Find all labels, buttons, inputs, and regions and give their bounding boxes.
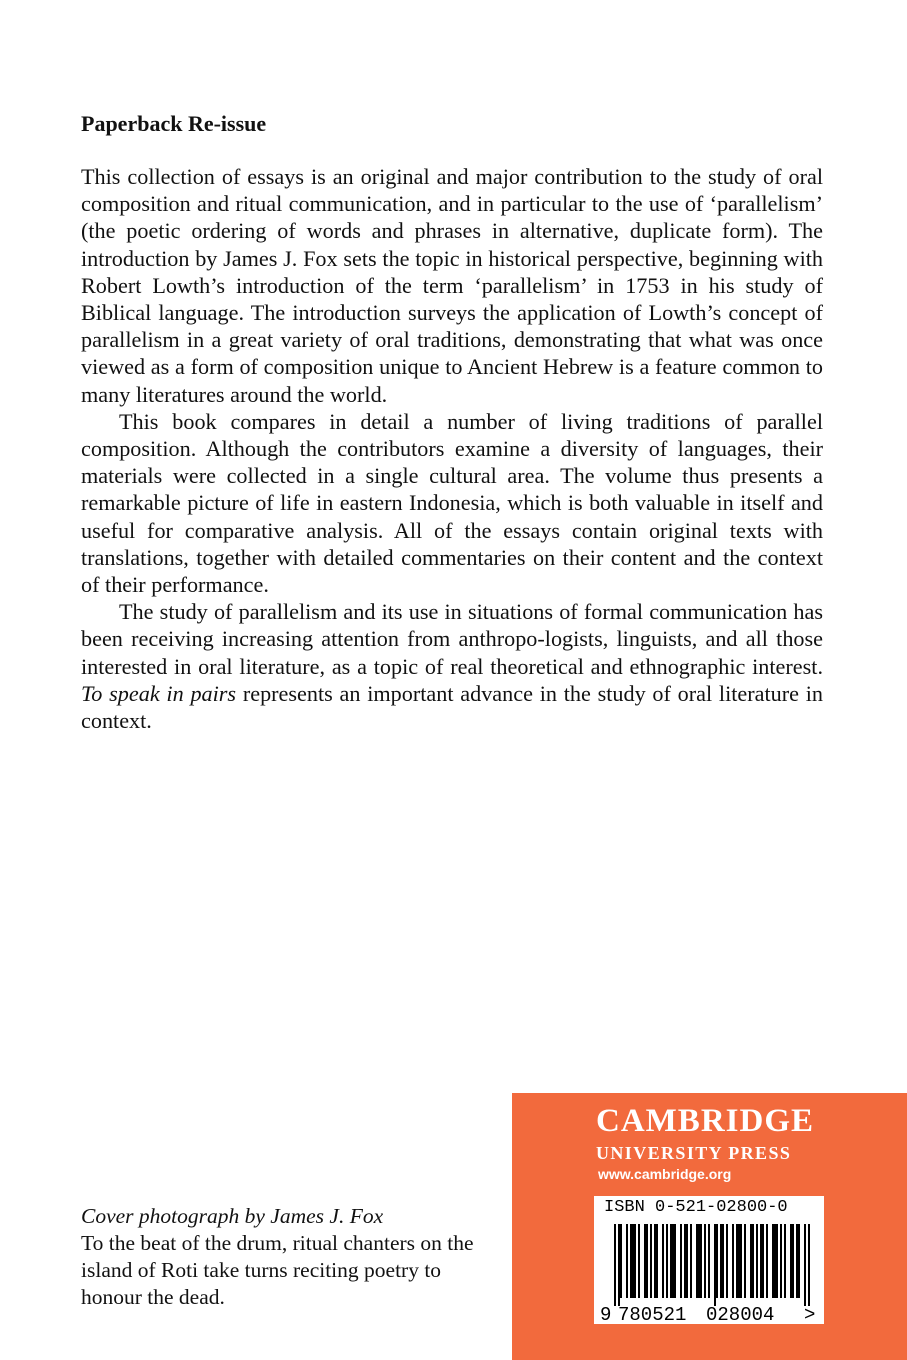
blurb-paragraph-2: This book compares in detail a number of living traditions of parallel composition. Although the contributors examine a diversity of languages, their materials were collected in a single cultural area. The volume thus presents a remarkable picture of life in eastern Indonesia, which is both valuable in itself and useful for comparative analysis. All of the essays contain original texts with translations, together with detailed commentaries on their content and the context of their performance.	[81, 408, 823, 598]
barcode-bar	[632, 1224, 634, 1298]
photo-caption: To the beat of the drum, ritual chanters on the island of Roti take turns reciting poetry to honour the dead.	[81, 1231, 474, 1309]
publisher-subtitle: UNIVERSITY PRESS	[596, 1143, 792, 1163]
publisher-url: www.cambridge.org	[598, 1166, 732, 1182]
barcode-bar	[646, 1224, 648, 1298]
barcode-bar	[804, 1224, 806, 1306]
barcode-bar	[716, 1224, 718, 1298]
barcode-bar	[790, 1224, 792, 1298]
publisher-panel	[512, 1093, 907, 1360]
barcode-bar	[756, 1224, 758, 1298]
barcode-bar	[680, 1224, 682, 1298]
barcode-bar	[722, 1224, 724, 1298]
book-title-italic: To speak in pairs	[81, 680, 237, 706]
publisher-name: CAMBRIDGE	[596, 1103, 815, 1139]
blurb-paragraph-3	[81, 598, 823, 734]
barcode-bar	[798, 1224, 800, 1298]
barcode-bar	[784, 1224, 786, 1298]
cover-credit	[81, 1203, 501, 1311]
barcode-bar	[744, 1224, 746, 1298]
barcode-bar	[686, 1224, 688, 1298]
barcode-bar	[752, 1224, 754, 1298]
barcode-bar	[766, 1224, 768, 1298]
barcode-bar	[726, 1224, 728, 1298]
barcode-bar	[740, 1224, 742, 1298]
barcode-arrow: >	[804, 1304, 816, 1324]
barcode-bar	[736, 1224, 738, 1298]
barcode-bar	[738, 1224, 740, 1298]
barcode-bar	[634, 1224, 636, 1298]
barcode-bar	[750, 1224, 752, 1298]
barcode-bar	[714, 1224, 716, 1306]
isbn-label: ISBN 0-521-02800-0	[604, 1198, 788, 1217]
barcode-bar	[650, 1224, 652, 1298]
barcode-bar	[644, 1224, 646, 1298]
barcode-bar	[626, 1224, 628, 1298]
barcode-digits-right: 028004	[706, 1304, 775, 1324]
barcode-bar	[760, 1224, 762, 1298]
barcode-bar	[656, 1224, 658, 1298]
barcode-bar	[720, 1224, 722, 1298]
barcode-bar	[774, 1224, 776, 1298]
barcode-bar	[672, 1224, 674, 1298]
photo-credit: Cover photograph by James J. Fox	[81, 1204, 384, 1228]
barcode-bar	[698, 1224, 700, 1298]
blurb-paragraph-3-start: The study of parallelism and its use in situations of formal communication has been receiving increasing attention from anthropo-logists, linguists, and all those interested in oral literature, as a topic of real theoretical and ethnographic interest.	[81, 599, 823, 679]
barcode-bar	[792, 1224, 794, 1298]
barcode-bar	[796, 1224, 798, 1298]
barcode-bar	[762, 1224, 764, 1298]
barcode-icon	[594, 1220, 824, 1324]
barcode-block	[594, 1196, 824, 1324]
barcode-bar	[808, 1224, 810, 1306]
barcode-bar	[630, 1224, 632, 1298]
barcode-bars	[614, 1224, 810, 1306]
barcode-bar	[654, 1224, 656, 1298]
barcode-bar	[662, 1224, 664, 1298]
barcode-bar	[690, 1224, 692, 1298]
blurb-text	[81, 163, 823, 734]
barcode-bar	[780, 1224, 782, 1298]
barcode-bar	[684, 1224, 686, 1298]
barcode-bar	[618, 1224, 620, 1306]
barcode-bar	[670, 1224, 672, 1298]
blurb-paragraph-1: This collection of essays is an original and major contribution to the study of oral composition and ritual communication, and in particular to the use of ‘parallelism’ (the poetic ordering of words and phrases in alternative, duplicate form). The introduction by James J. Fox sets the topic in historical perspective, beginning with Robert Lowth’s introduction of the term ‘parallelism’ in 1753 in his study of Biblical language. The introduction surveys the application of Lowth’s concept of parallelism in a great variety of oral traditions, demonstrating that what was once viewed as a form of composition unique to Ancient Hebrew is a feature common to many literatures around the world.	[81, 164, 823, 407]
barcode-bar	[776, 1224, 778, 1298]
barcode-bar	[638, 1224, 640, 1298]
blurb-paragraph-3-end: represents an important advance in the study of oral literature in context.	[81, 680, 824, 734]
barcode-bar	[666, 1224, 668, 1298]
barcode-digit-lead: 9	[600, 1304, 612, 1324]
barcode-digits-left: 780521	[618, 1304, 687, 1324]
barcode-bar	[704, 1224, 706, 1298]
barcode-bar	[696, 1224, 698, 1298]
barcode-bar	[620, 1224, 622, 1298]
barcode-bar	[732, 1224, 734, 1298]
barcode-bar	[674, 1224, 676, 1298]
barcode-bar	[772, 1224, 774, 1298]
page-heading: Paperback Re-issue	[81, 111, 267, 136]
barcode-bar	[700, 1224, 702, 1298]
barcode-bar	[614, 1224, 616, 1306]
barcode-bar	[708, 1224, 710, 1298]
